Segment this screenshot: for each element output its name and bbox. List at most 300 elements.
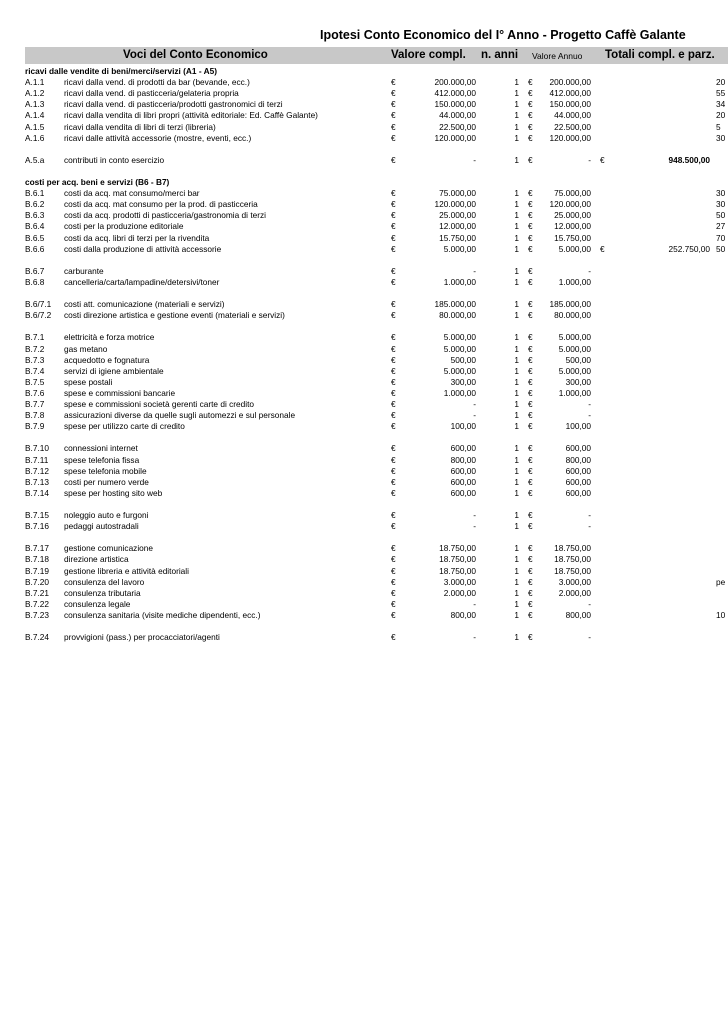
row-valore-complessivo: 5.000,00 — [443, 332, 476, 343]
row-numero-anni: 1 — [514, 410, 519, 421]
row-euro-sign: € — [391, 154, 396, 165]
row-euro-sign: € — [528, 632, 533, 643]
row-euro-sign: € — [391, 521, 396, 532]
row-euro-sign: € — [391, 243, 396, 254]
row-numero-anni: 1 — [514, 354, 519, 365]
row-description: ricavi dalla vendita di libri propri (attività editoriale: Ed. Caffè Galante) — [64, 110, 318, 121]
row-description: consulenza tributaria — [64, 587, 141, 598]
row-euro-sign: € — [391, 632, 396, 643]
row-valore-annuo: 800,00 — [565, 454, 591, 465]
row-numero-anni: 1 — [514, 265, 519, 276]
row-euro-sign: € — [528, 343, 533, 354]
row-valore-annuo: - — [588, 632, 591, 643]
row-euro-sign: € — [528, 99, 533, 110]
row-valore-complessivo: - — [473, 399, 476, 409]
row-valore-annuo: 3.000,00 — [558, 576, 591, 587]
header-valore: Valore compl. — [391, 49, 466, 61]
row-euro-sign: € — [391, 487, 396, 498]
row-numero-anni: 1 — [514, 521, 519, 532]
row-valore-annuo: 15.750,00 — [554, 232, 591, 243]
row-code: B.7.6 — [25, 387, 45, 398]
row-euro-sign: € — [391, 443, 396, 454]
row-numero-anni: 1 — [514, 465, 519, 476]
row-cut-off-value: 50 — [716, 243, 726, 254]
row-numero-anni: 1 — [514, 332, 519, 343]
row-description: assicurazioni diverse da quelle sugli automezzi e sul personale — [64, 410, 296, 421]
row-euro-sign: € — [600, 154, 605, 165]
row-code: B.6.2 — [25, 199, 45, 210]
row-euro-sign: € — [528, 77, 533, 88]
row-euro-sign: € — [528, 232, 533, 243]
row-euro-sign: € — [391, 354, 396, 365]
row-code: B.7.7 — [25, 399, 45, 409]
row-numero-anni: 1 — [514, 232, 519, 243]
row-euro-sign: € — [528, 576, 533, 587]
row-euro-sign: € — [391, 399, 396, 409]
row-euro-sign: € — [528, 310, 533, 321]
row-euro-sign: € — [528, 421, 533, 432]
row-euro-sign: € — [600, 243, 605, 254]
row-description: noleggio auto e furgoni — [64, 510, 149, 520]
header-annuo: Valore Annuo — [532, 51, 583, 61]
row-code: A.1.6 — [25, 132, 45, 143]
row-euro-sign: € — [528, 454, 533, 465]
row-description: spese per utilizzo carte di credito — [64, 421, 185, 432]
row-code: B.7.20 — [25, 576, 49, 587]
row-valore-complessivo: 1.000,00 — [443, 276, 476, 287]
row-euro-sign: € — [391, 510, 396, 520]
row-numero-anni: 1 — [514, 243, 519, 254]
row-numero-anni: 1 — [514, 399, 519, 409]
row-numero-anni: 1 — [514, 88, 519, 99]
row-euro-sign: € — [528, 443, 533, 454]
row-code: B.6.1 — [25, 188, 45, 199]
row-valore-complessivo: 22.500,00 — [439, 121, 476, 132]
row-euro-sign: € — [528, 154, 533, 165]
row-valore-annuo: 600,00 — [565, 487, 591, 498]
row-numero-anni: 1 — [514, 221, 519, 232]
row-euro-sign: € — [528, 121, 533, 132]
header-anni: n. anni — [481, 49, 519, 61]
table-row — [0, 631, 728, 643]
row-valore-annuo: 1.000,00 — [558, 276, 591, 287]
row-code: A.1.2 — [25, 88, 45, 99]
row-euro-sign: € — [391, 332, 396, 343]
row-euro-sign: € — [528, 476, 533, 487]
row-valore-complessivo: 800,00 — [450, 609, 476, 620]
row-euro-sign: € — [391, 476, 396, 487]
section-title: ricavi dalle vendite di beni/merci/servizi (A1 - A5) — [25, 66, 217, 76]
row-code: B.6.8 — [25, 276, 45, 287]
row-euro-sign: € — [528, 521, 533, 532]
row-valore-complessivo: - — [473, 510, 476, 520]
row-euro-sign: € — [528, 221, 533, 232]
row-description: ricavi dalla vend. di pasticceria/prodotti gastronomici di terzi — [64, 99, 283, 110]
row-code: B.6.3 — [25, 210, 45, 221]
row-valore-annuo: 18.750,00 — [554, 543, 591, 554]
row-valore-complessivo: 600,00 — [450, 476, 476, 487]
row-valore-annuo: 2.000,00 — [558, 587, 591, 598]
row-euro-sign: € — [528, 465, 533, 476]
row-description: spese e commissioni bancarie — [64, 387, 176, 398]
row-euro-sign: € — [528, 265, 533, 276]
row-description: servizi di igiene ambientale — [64, 365, 164, 376]
row-numero-anni: 1 — [514, 510, 519, 520]
row-cut-off-value: 30 — [716, 199, 726, 210]
row-code: B.7.2 — [25, 343, 45, 354]
row-code: B.7.1 — [25, 332, 45, 343]
row-valore-annuo: 18.750,00 — [554, 565, 591, 576]
row-description: gas metano — [64, 343, 108, 354]
row-euro-sign: € — [528, 609, 533, 620]
row-valore-complessivo: 3.000,00 — [443, 576, 476, 587]
row-valore-annuo: 5.000,00 — [558, 343, 591, 354]
row-cut-off-value: 20 — [716, 110, 726, 121]
row-description: contributi in conto esercizio — [64, 154, 165, 165]
row-description: connessioni internet — [64, 443, 138, 454]
row-totale: 948.500,00 — [668, 154, 710, 165]
row-valore-complessivo: 5.000,00 — [443, 343, 476, 354]
row-numero-anni: 1 — [514, 454, 519, 465]
row-description: elettricità e forza motrice — [64, 332, 155, 343]
row-valore-annuo: 600,00 — [565, 465, 591, 476]
row-valore-complessivo: 100,00 — [450, 421, 476, 432]
row-code: B.7.23 — [25, 609, 49, 620]
header-voci: Voci del Conto Economico — [123, 49, 268, 61]
row-euro-sign: € — [528, 387, 533, 398]
row-description: carburante — [64, 265, 104, 276]
row-numero-anni: 1 — [514, 609, 519, 620]
row-description: costi da acq. mat consumo/merci bar — [64, 188, 200, 199]
row-valore-complessivo: 5.000,00 — [443, 365, 476, 376]
row-totale: 252.750,00 — [668, 243, 710, 254]
row-valore-annuo: 600,00 — [565, 476, 591, 487]
row-code: B.7.12 — [25, 465, 49, 476]
row-euro-sign: € — [528, 243, 533, 254]
row-description: acquedotto e fognatura — [64, 354, 150, 365]
row-valore-complessivo: - — [473, 265, 476, 276]
row-valore-annuo: 150.000,00 — [549, 99, 591, 110]
row-euro-sign: € — [391, 232, 396, 243]
row-numero-anni: 1 — [514, 554, 519, 565]
row-valore-annuo: 22.500,00 — [554, 121, 591, 132]
row-valore-complessivo: - — [473, 632, 476, 643]
row-euro-sign: € — [528, 365, 533, 376]
row-code: B.6.6 — [25, 243, 45, 254]
row-valore-annuo: 80.000,00 — [554, 310, 591, 321]
row-code: B.7.14 — [25, 487, 49, 498]
row-euro-sign: € — [528, 332, 533, 343]
row-euro-sign: € — [391, 421, 396, 432]
row-valore-complessivo: 18.750,00 — [439, 565, 476, 576]
row-valore-complessivo: 5.000,00 — [443, 243, 476, 254]
page-title: Ipotesi Conto Economico del I° Anno - Progetto Caffè Galante — [320, 28, 686, 42]
row-numero-anni: 1 — [514, 343, 519, 354]
row-description: costi per numero verde — [64, 476, 149, 487]
row-valore-complessivo: 600,00 — [450, 487, 476, 498]
row-description: spese postali — [64, 376, 113, 387]
row-valore-annuo: 75.000,00 — [554, 188, 591, 199]
row-code: B.7.21 — [25, 587, 49, 598]
row-valore-annuo: - — [588, 410, 591, 421]
row-description: costi att. comunicazione (materiali e servizi) — [64, 299, 225, 310]
row-euro-sign: € — [528, 510, 533, 520]
row-euro-sign: € — [528, 276, 533, 287]
row-code: A.5.a — [25, 154, 45, 165]
row-euro-sign: € — [391, 410, 396, 421]
row-valore-annuo: - — [588, 598, 591, 609]
row-valore-annuo: - — [588, 510, 591, 520]
row-code: B.7.10 — [25, 443, 49, 454]
row-valore-complessivo: 600,00 — [450, 465, 476, 476]
row-euro-sign: € — [391, 199, 396, 210]
row-euro-sign: € — [391, 310, 396, 321]
row-description: costi da acq. prodotti di pasticceria/gastronomia di terzi — [64, 210, 266, 221]
row-cut-off-value: pe — [716, 576, 726, 587]
row-valore-annuo: - — [588, 521, 591, 532]
row-valore-annuo: 25.000,00 — [554, 210, 591, 221]
row-code: B.7.3 — [25, 354, 45, 365]
header-totali: Totali compl. e parz. — [605, 49, 715, 61]
row-cut-off-value: 30 — [716, 132, 726, 143]
row-valore-annuo: 100,00 — [565, 421, 591, 432]
row-code: B.7.24 — [25, 632, 49, 643]
row-euro-sign: € — [528, 565, 533, 576]
row-valore-complessivo: 200.000,00 — [434, 77, 476, 88]
row-euro-sign: € — [391, 554, 396, 565]
row-euro-sign: € — [528, 354, 533, 365]
row-valore-complessivo: 80.000,00 — [439, 310, 476, 321]
row-description: costi per la produzione editoriale — [64, 221, 184, 232]
row-euro-sign: € — [528, 598, 533, 609]
row-valore-annuo: 1.000,00 — [558, 387, 591, 398]
row-code: B.7.18 — [25, 554, 49, 565]
row-euro-sign: € — [391, 587, 396, 598]
row-numero-anni: 1 — [514, 276, 519, 287]
row-euro-sign: € — [391, 121, 396, 132]
row-valore-annuo: 120.000,00 — [549, 199, 591, 210]
row-valore-complessivo: - — [473, 410, 476, 421]
row-description: costi da acq. mat consumo per la prod. di pasticceria — [64, 199, 258, 210]
row-numero-anni: 1 — [514, 576, 519, 587]
row-euro-sign: € — [391, 188, 396, 199]
row-code: B.7.9 — [25, 421, 45, 432]
row-cut-off-value: 70 — [716, 232, 726, 243]
row-euro-sign: € — [391, 565, 396, 576]
row-euro-sign: € — [391, 376, 396, 387]
row-valore-complessivo: 25.000,00 — [439, 210, 476, 221]
row-description: consulenza sanitaria (visite mediche dipendenti, ecc.) — [64, 609, 261, 620]
row-description: direzione artistica — [64, 554, 129, 565]
row-euro-sign: € — [391, 210, 396, 221]
row-valore-complessivo: 2.000,00 — [443, 587, 476, 598]
row-numero-anni: 1 — [514, 110, 519, 121]
row-code: B.7.4 — [25, 365, 45, 376]
row-valore-complessivo: - — [473, 154, 476, 165]
row-valore-complessivo: 600,00 — [450, 443, 476, 454]
row-description: consulenza legale — [64, 598, 131, 609]
row-cut-off-value: 34 — [716, 99, 726, 110]
row-euro-sign: € — [391, 110, 396, 121]
row-code: B.7.8 — [25, 410, 45, 421]
row-description: costi direzione artistica e gestione eventi (materiali e servizi) — [64, 310, 285, 321]
row-euro-sign: € — [391, 609, 396, 620]
row-euro-sign: € — [391, 454, 396, 465]
row-numero-anni: 1 — [514, 543, 519, 554]
row-valore-annuo: 5.000,00 — [558, 243, 591, 254]
row-description: gestione comunicazione — [64, 543, 154, 554]
row-code: B.7.19 — [25, 565, 49, 576]
row-numero-anni: 1 — [514, 188, 519, 199]
row-code: B.6.4 — [25, 221, 45, 232]
row-valore-complessivo: 185.000,00 — [434, 299, 476, 310]
row-cut-off-value: 50 — [716, 210, 726, 221]
row-numero-anni: 1 — [514, 132, 519, 143]
row-valore-complessivo: 120.000,00 — [434, 199, 476, 210]
row-numero-anni: 1 — [514, 99, 519, 110]
row-cut-off-value: 27 — [716, 221, 726, 232]
row-description: ricavi dalla vend. di prodotti da bar (bevande, ecc.) — [64, 77, 250, 88]
row-numero-anni: 1 — [514, 299, 519, 310]
row-euro-sign: € — [391, 88, 396, 99]
row-cut-off-value: 55 — [716, 88, 726, 99]
row-description: pedaggi autostradali — [64, 521, 139, 532]
row-code: A.1.4 — [25, 110, 45, 121]
row-numero-anni: 1 — [514, 154, 519, 165]
row-valore-complessivo: 150.000,00 — [434, 99, 476, 110]
row-valore-annuo: 12.000,00 — [554, 221, 591, 232]
row-code: B.7.15 — [25, 510, 49, 520]
row-euro-sign: € — [391, 276, 396, 287]
row-code: B.7.13 — [25, 476, 49, 487]
row-euro-sign: € — [528, 110, 533, 121]
row-valore-complessivo: 15.750,00 — [439, 232, 476, 243]
row-euro-sign: € — [391, 598, 396, 609]
row-code: B.6/7.1 — [25, 299, 52, 310]
row-valore-complessivo: 300,00 — [450, 376, 476, 387]
row-euro-sign: € — [528, 554, 533, 565]
row-valore-complessivo: 18.750,00 — [439, 543, 476, 554]
row-description: provvigioni (pass.) per procacciatori/agenti — [64, 632, 220, 643]
row-description: consulenza del lavoro — [64, 576, 145, 587]
row-valore-annuo: 412.000,00 — [549, 88, 591, 99]
row-numero-anni: 1 — [514, 199, 519, 210]
row-valore-complessivo: 18.750,00 — [439, 554, 476, 565]
row-numero-anni: 1 — [514, 77, 519, 88]
row-euro-sign: € — [528, 299, 533, 310]
row-code: B.7.22 — [25, 598, 49, 609]
row-valore-annuo: 800,00 — [565, 609, 591, 620]
row-description: spese e commissioni società gerenti carte di credito — [64, 399, 254, 409]
row-valore-annuo: - — [588, 154, 591, 165]
row-cut-off-value: 30 — [716, 188, 726, 199]
row-numero-anni: 1 — [514, 443, 519, 454]
row-valore-annuo: 18.750,00 — [554, 554, 591, 565]
row-valore-annuo: 300,00 — [565, 376, 591, 387]
row-numero-anni: 1 — [514, 365, 519, 376]
row-valore-complessivo: - — [473, 598, 476, 609]
row-euro-sign: € — [528, 399, 533, 409]
row-euro-sign: € — [528, 410, 533, 421]
row-valore-complessivo: 75.000,00 — [439, 188, 476, 199]
row-code: B.6/7.2 — [25, 310, 52, 321]
row-numero-anni: 1 — [514, 587, 519, 598]
row-euro-sign: € — [528, 376, 533, 387]
row-description: costi da acq. libri di terzi per la rivendita — [64, 232, 210, 243]
row-numero-anni: 1 — [514, 565, 519, 576]
row-euro-sign: € — [391, 99, 396, 110]
row-valore-complessivo: 412.000,00 — [434, 88, 476, 99]
row-numero-anni: 1 — [514, 376, 519, 387]
row-euro-sign: € — [391, 465, 396, 476]
row-euro-sign: € — [391, 576, 396, 587]
row-numero-anni: 1 — [514, 210, 519, 221]
row-cut-off-value: 20 — [716, 77, 726, 88]
row-code: B.6.5 — [25, 232, 45, 243]
row-valore-complessivo: 500,00 — [450, 354, 476, 365]
row-euro-sign: € — [391, 543, 396, 554]
row-valore-complessivo: 44.000,00 — [439, 110, 476, 121]
row-valore-complessivo: 800,00 — [450, 454, 476, 465]
row-valore-annuo: 44.000,00 — [554, 110, 591, 121]
row-euro-sign: € — [391, 77, 396, 88]
row-description: ricavi dalla vendita di libri di terzi (libreria) — [64, 121, 216, 132]
row-valore-annuo: 5.000,00 — [558, 332, 591, 343]
row-code: B.6.7 — [25, 265, 45, 276]
row-valore-annuo: - — [588, 399, 591, 409]
row-euro-sign: € — [391, 365, 396, 376]
row-euro-sign: € — [528, 543, 533, 554]
row-valore-annuo: 600,00 — [565, 443, 591, 454]
row-valore-annuo: 200.000,00 — [549, 77, 591, 88]
row-cut-off-value: 10 — [716, 609, 726, 620]
row-euro-sign: € — [528, 132, 533, 143]
row-valore-complessivo: 12.000,00 — [439, 221, 476, 232]
row-euro-sign: € — [391, 387, 396, 398]
row-euro-sign: € — [528, 188, 533, 199]
row-euro-sign: € — [528, 587, 533, 598]
row-description: ricavi dalla vend. di pasticceria/gelateria propria — [64, 88, 239, 99]
row-euro-sign: € — [528, 487, 533, 498]
row-euro-sign: € — [528, 210, 533, 221]
row-code: B.7.11 — [25, 454, 49, 465]
row-description: ricavi dalle attività accessorie (mostre, eventi, ecc.) — [64, 132, 252, 143]
row-valore-complessivo: 1.000,00 — [443, 387, 476, 398]
row-numero-anni: 1 — [514, 598, 519, 609]
row-valore-complessivo: - — [473, 521, 476, 532]
row-description: spese per hosting sito web — [64, 487, 163, 498]
row-numero-anni: 1 — [514, 421, 519, 432]
row-code: A.1.3 — [25, 99, 45, 110]
row-numero-anni: 1 — [514, 476, 519, 487]
row-valore-annuo: 185.000,00 — [549, 299, 591, 310]
row-euro-sign: € — [391, 132, 396, 143]
row-euro-sign: € — [391, 221, 396, 232]
row-code: B.7.17 — [25, 543, 49, 554]
row-euro-sign: € — [391, 299, 396, 310]
row-valore-annuo: 500,00 — [565, 354, 591, 365]
row-valore-annuo: - — [588, 265, 591, 276]
row-euro-sign: € — [391, 265, 396, 276]
row-numero-anni: 1 — [514, 310, 519, 321]
row-description: spese telefonia fissa — [64, 454, 140, 465]
row-cut-off-value: 5 — [716, 121, 721, 132]
row-numero-anni: 1 — [514, 121, 519, 132]
row-description: costi dalla produzione di attività accessorie — [64, 243, 222, 254]
row-valore-complessivo: 120.000,00 — [434, 132, 476, 143]
row-euro-sign: € — [528, 199, 533, 210]
row-description: spese telefonia mobile — [64, 465, 147, 476]
